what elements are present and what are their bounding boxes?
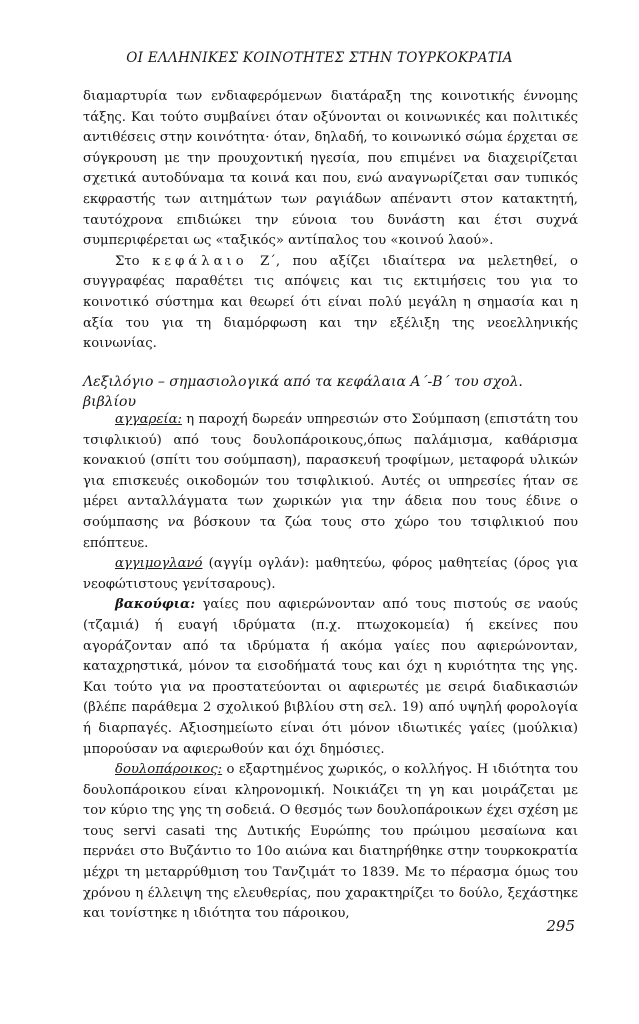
glossary-definition: ο εξαρτημένος χωρικός, ο κολλήγος. Η ιδιότητα του δουλοπάροικου είναι κληρονομική. Νοικιάζει τη γη και μοιράζεται με τον κύριο της γης τη σοδειά. Ο θεσμός των δουλοπάροικων έχει σχέση με τους servi casati της Δυτικής Ευρώπης του πρώιμου μεσαίωνα και περνάει στο Βυζάντιο το 10ο αιώνα και διατηρήθηκε στην τουρκοκρατία μέχρι τη μεταρρύθμιση του Τανζιμάτ το 1839. Με το πέρασμα όμως του χρόνου η έλλειψη της ελευθερίας, που χαρακτηρίζει το δούλο, ξεχάστηκε και τονίστηκε η ιδιότητα του πάροικου, bbox=[83, 762, 578, 922]
glossary-definition: η παροχή δωρεάν υπηρεσιών στο Σούμπαση (επιστάτη του τσιφλικιού) από τους δουλοπάροικους,όπως παλάμισμα, καθάρισμα κονακιού (σπίτι του σούμπαση), παρασκευή τροφίμων, μεταφορά υλικών για επισκευές οικοδομών του τσιφλικιού. Αυτές οι υπηρεσίες ήταν σε μέρει ανταλλάγματα των χωρικών για την άδεια που τους έδινε ο σούμπασης να βόσκουν τα ζώα τους στο χώρο του τσιφλικιού που επόπτευε. bbox=[83, 412, 578, 551]
chapter-word: κεφάλαιο bbox=[152, 253, 248, 269]
section-heading: Λεξιλόγιο – σημασιολογικά από τα κεφάλαια Α΄-Β΄ του σχολ. βιβλίου bbox=[83, 374, 523, 410]
glossary-entry bbox=[83, 760, 578, 925]
glossary-entry bbox=[83, 554, 578, 595]
page-number: 295 bbox=[546, 917, 575, 935]
glossary-definition: (αγγίμ ογλάν): μαθητεύω, φόρος μαθητείας (όρος για νεοφώτιστους γενίτσαρους). bbox=[83, 556, 578, 592]
chapter-lead: Στο bbox=[115, 253, 140, 269]
glossary-term: δουλοπάροικος: bbox=[115, 762, 223, 778]
chapter-paragraph bbox=[83, 252, 578, 355]
running-header: ΟΙ ΕΛΛΗΝΙΚΕΣ ΚΟΙΝΟΤΗΤΕΣ ΣΤΗΝ ΤΟΥΡΚΟΚΡΑΤΙΑ bbox=[126, 50, 513, 66]
intro-text-block bbox=[83, 87, 578, 355]
chapter-rest: , που αξίζει ιδιαίτερα να μελετηθεί, ο συγγραφέας παραθέτει τις απόψεις και τις εκτιμήσεις του για το κοινοτικό σύστημα και θεωρεί ότι είναι πολύ μεγάλη η σημασία και η αξία του για τη διαμόρφωση και την εξέλιξη της νεοελληνικής κοινωνίας. bbox=[83, 253, 578, 352]
glossary-term: αγγαρεία: bbox=[115, 412, 182, 427]
glossary-entry bbox=[83, 595, 578, 760]
glossary-definition: γαίες που αφιερώνονταν από τους πιστούς σε ναούς (τζαμιά) ή ευαγή ιδρύματα (π.χ. πτωχοκομεία) ή εκείνες που αγοράζονταν από τα ιδρύματα ή ακόμα γαίες που αφιερώνονταν, καταχρηστικά, μόνον τα εισοδήματά τους και όχι η κυριότητα της γης. Και τούτο για να προστατεύονται οι αφιερωτές με σειρά διαδικασιών (βλέπε παράθεμα 2 σχολικού βιβλίου στη σελ. 19) από υψηλή φορολογία ή διαρπαγές. Αξιοσημείωτο είναι ότι μόνον ιδιωτικές γαίες (μούλκια) μπορούσαν να αφιερωθούν και όχι δημόσιες. bbox=[83, 597, 578, 757]
glossary-entry bbox=[83, 410, 578, 554]
glossary-term: αγγιμογλανό bbox=[115, 556, 203, 572]
intro-paragraph: διαμαρτυρία των ενδιαφερόμενων διατάραξη της κοινοτικής έννομης τάξης. Και τούτο συμβαίνει όταν οξύνονται οι κοινωνικές και πολιτικές αντιθέσεις στην κοινότητα· όταν, δηλαδή, το κοινωνικό σώμα έρχεται σε σύγκρουση με την προυχοντική ηγεσία, που επιμένει να διαχειρίζεται σχετικά αυτοδύναμα τα κοινά και που, ενώ αναγνωρίζεται σαν τυπικός εκφραστής των αιτημάτων των ραγιάδων απέναντι στον κατακτητή, ταυτόχρονα επιδιώκει την εύνοια του δυνάστη και έτσι συχνά συμπεριφέρεται ως «ταξικός» αντίπαλος του «κοινού λαού». bbox=[83, 89, 578, 249]
glossary-block bbox=[83, 410, 578, 925]
chapter-number: Ζ΄ bbox=[260, 253, 276, 269]
glossary-term: βακούφια: bbox=[115, 597, 196, 613]
